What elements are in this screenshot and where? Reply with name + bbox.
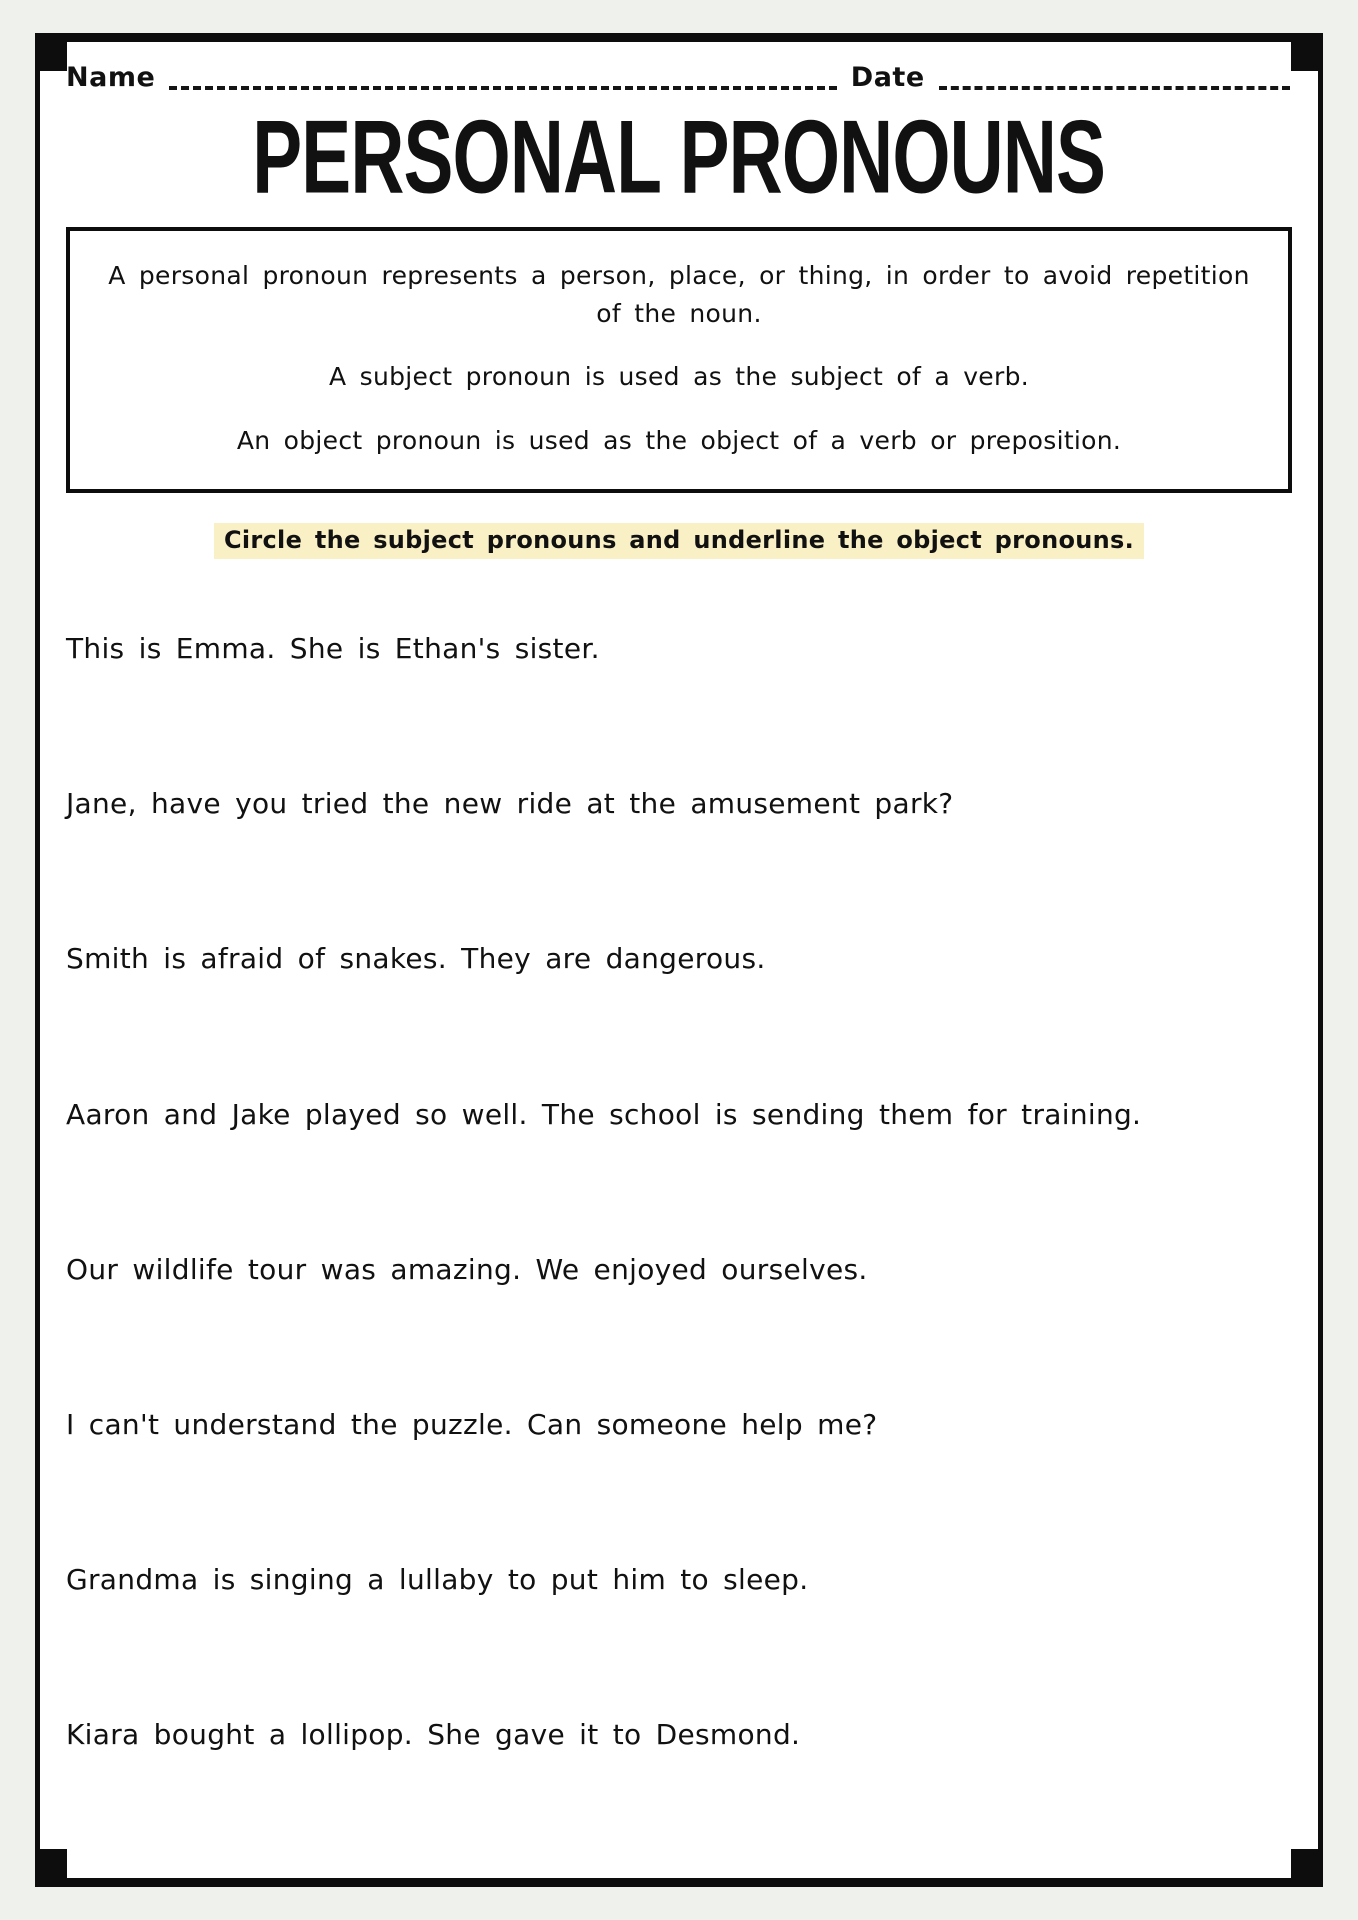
page-border-frame — [35, 33, 1323, 1887]
date-blank-field[interactable] — [939, 80, 1290, 90]
worksheet-content — [40, 42, 1318, 1878]
exercise-sentences — [66, 629, 1292, 1755]
name-label: Name — [66, 62, 156, 93]
exercise-sentence-2: Jane, have you tried the new ride at the amusement park? — [66, 787, 954, 821]
title-wrap — [66, 97, 1292, 215]
exercise-sentence-6: I can't understand the puzzle. Can someone help me? — [66, 1407, 878, 1441]
exercise-sentence-8: Kiara bought a lollipop. She gave it to Desmond. — [66, 1718, 801, 1752]
definition-box — [66, 227, 1292, 493]
definition-line: An object pronoun is used as the object of a verb or preposition. — [236, 425, 1122, 455]
exercise-sentence-3: Smith is afraid of snakes. They are dangerous. — [66, 942, 766, 976]
definition-line: A personal pronoun represents a person, place, or thing, in order to avoid repetition of the noun. — [108, 261, 1250, 328]
instruction-row — [66, 523, 1292, 559]
exercise-sentence-7: Grandma is singing a lullaby to put him to sleep. — [66, 1563, 809, 1597]
definition-line: A subject pronoun is used as the subject of a verb. — [329, 362, 1029, 391]
page-title: PERSONAL PRONOUNS — [252, 98, 1106, 215]
name-date-row — [66, 62, 1292, 93]
exercise-sentence-5: Our wildlife tour was amazing. We enjoyed ourselves. — [66, 1252, 868, 1286]
exercise-sentence-4: Aaron and Jake played so well. The school is sending them for training. — [66, 1097, 1142, 1131]
exercise-sentence-1: This is Emma. She is Ethan's sister. — [66, 632, 600, 665]
highlighted-instruction: Circle the subject pronouns and underline the object pronouns. — [214, 523, 1144, 559]
name-blank-field[interactable] — [169, 80, 837, 90]
date-label: Date — [850, 62, 925, 93]
